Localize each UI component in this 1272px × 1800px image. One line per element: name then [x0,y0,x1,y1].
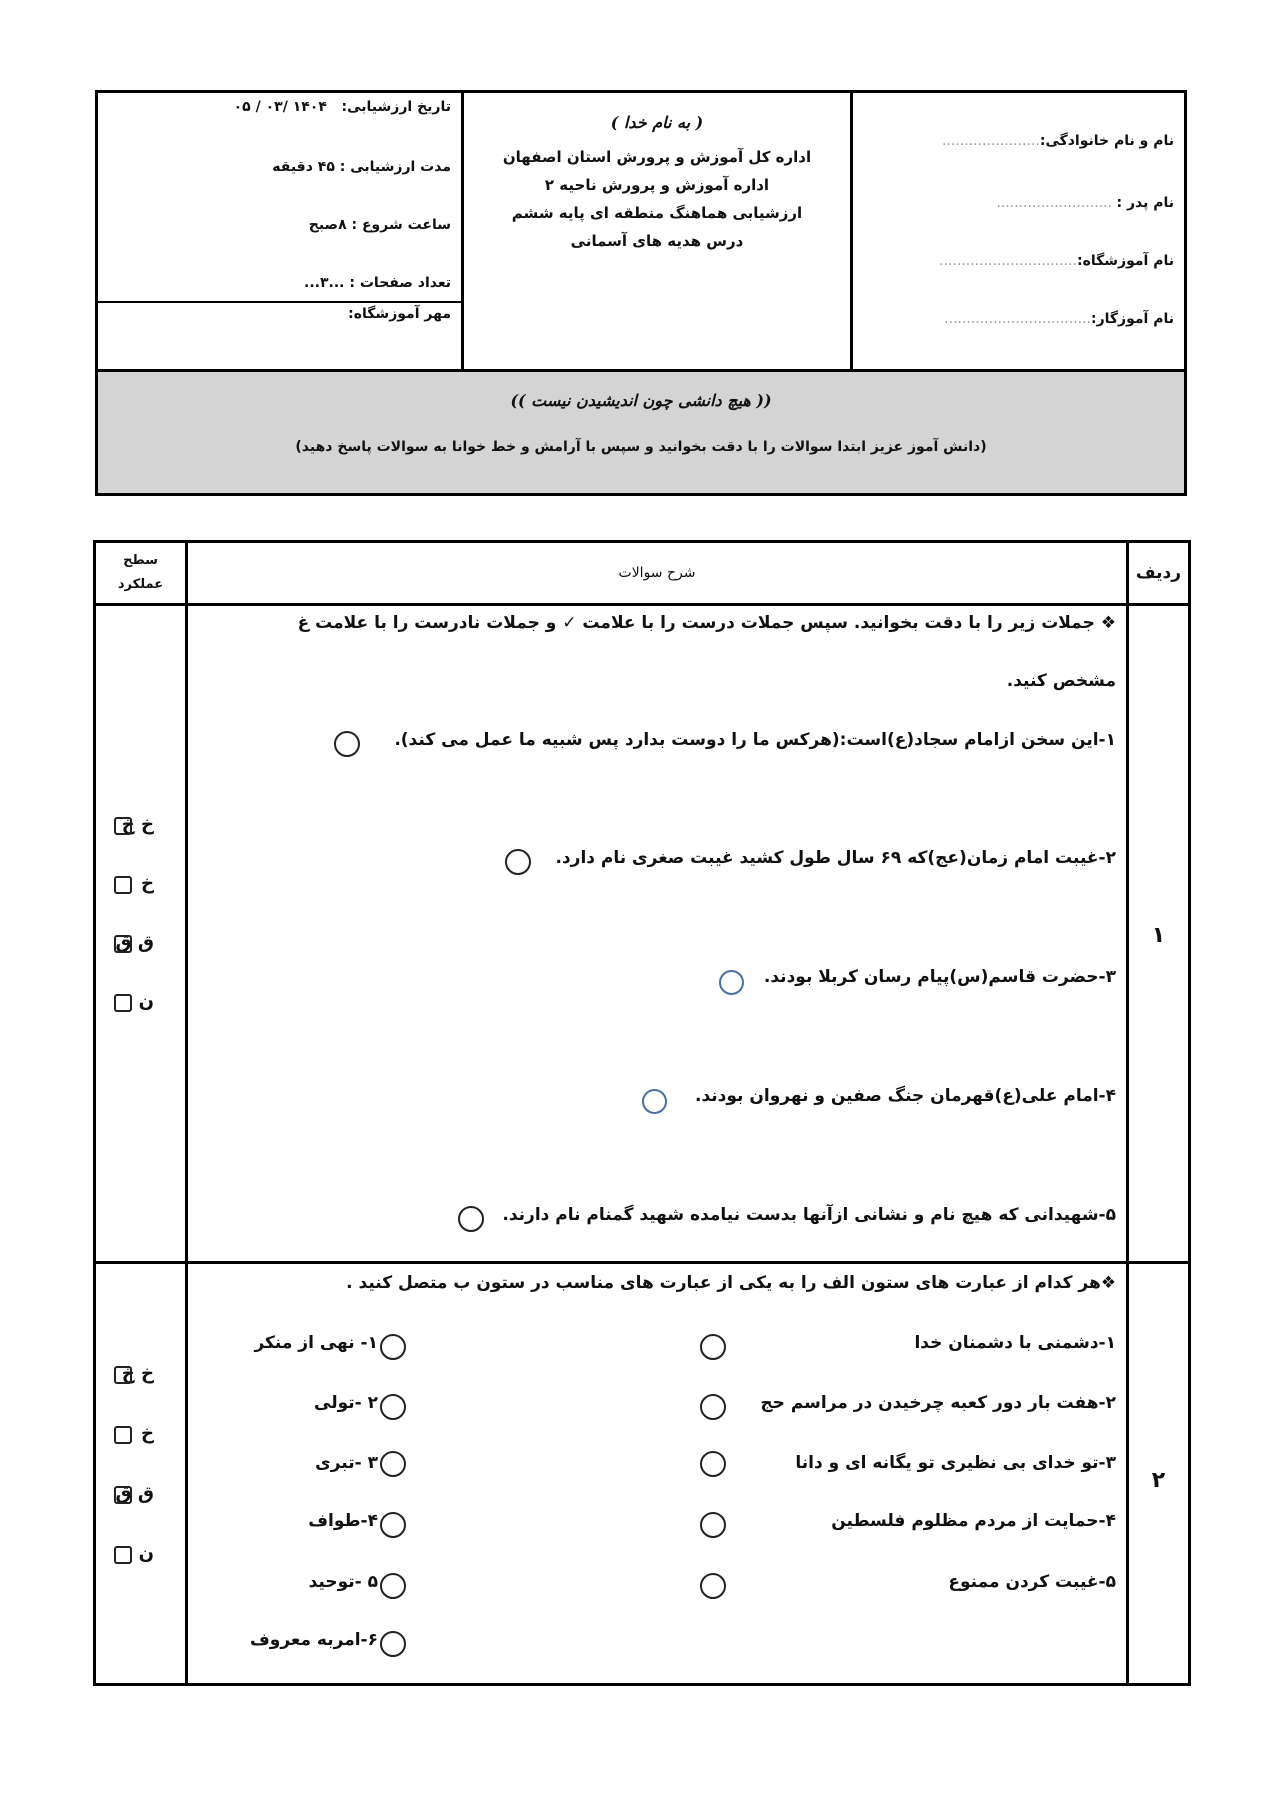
col-header-level-line2: عملکرد [117,577,164,592]
q2-col-a-circle-2[interactable] [700,1394,726,1420]
father-name-field[interactable]: نام پدر : .......................... [996,195,1174,211]
q2-col-b-item-2: ۲ -تولی [314,1393,378,1413]
header-divider-right [850,93,853,369]
org-line-2: اداره آموزش و پرورش ناحیه ۲ [544,176,770,194]
q1-answer-circle-1[interactable] [334,731,360,757]
school-field[interactable]: نام آموزشگاه:............................... [939,253,1174,269]
q2-col-a-circle-1[interactable] [700,1334,726,1360]
q1-level-kh-kh: خ خ [121,814,154,835]
exam-duration-label: مدت ارزشیابی : [339,159,451,175]
q2-level-checkbox-3[interactable] [114,1486,132,1504]
q2-col-b-circle-1[interactable] [380,1334,406,1360]
q2-col-b-item-6: ۶-امربه معروف [250,1630,378,1650]
q2-level-n: ن [138,1543,154,1564]
exam-duration-value: ۴۵ دقیقه [272,159,335,175]
q1-item-1: ۱-این سخن ازامام سجاد(ع)است:(هرکس ما را دوست بدارد پس شبیه ما عمل می کند). [394,730,1116,750]
q2-col-b-circle-2[interactable] [380,1394,406,1420]
exam-date [106,99,451,115]
q1-answer-circle-2[interactable] [505,849,531,875]
q2-col-a-circle-5[interactable] [700,1573,726,1599]
school-label: نام آموزشگاه: [1077,253,1174,269]
col-header-level [96,549,185,597]
q1-level-checkbox-4[interactable] [114,994,132,1012]
q2-level-checkbox-2[interactable] [114,1426,132,1444]
school-stamp-label: مهر آموزشگاه: [348,306,451,322]
q2-col-a-item-1: ۱-دشمنی با دشمنان خدا [914,1333,1116,1353]
q2-col-b-item-5: ۵ -توحید [308,1572,378,1592]
student-name-field[interactable]: نام و نام خانوادگی:...................... [941,133,1174,149]
q1-item-3: ۳-حضرت قاسم(س)پیام رسان کربلا بودند. [763,967,1116,987]
q2-col-b-circle-4[interactable] [380,1512,406,1538]
q2-col-b-circle-6[interactable] [380,1631,406,1657]
q2-col-a-item-4: ۴-حمایت از مردم مظلوم فلسطین [831,1511,1116,1531]
exam-start-value: ۸صبح [308,217,347,233]
q2-col-b-item-3: ۳ -تبری [315,1453,378,1473]
q1-item-4: ۴-امام علی(ع)قهرمان جنگ صفین و نهروان بودند. [695,1086,1116,1106]
q2-col-a-circle-3[interactable] [700,1451,726,1477]
student-name-label: نام و نام خانوادگی: [1039,133,1174,149]
col-divider-level [185,543,188,1683]
exam-pages [106,275,451,291]
org-line-3: ارزشیابی هماهنگ منطقه ای پایه ششم [511,204,803,222]
q1-item-5: ۵-شهیدانی که هیچ نام و نشانی ازآنها بدست نیامده شهید گمنام نام دارند. [502,1205,1116,1225]
exam-date-label: تاریخ ارزشیابی: [341,99,451,115]
q2-col-a-circle-4[interactable] [700,1512,726,1538]
q2-col-a-item-2: ۲-هفت بار دور کعبه چرخیدن در مراسم حج [760,1393,1116,1413]
org-line-4: درس هدیه های آسمانی [570,232,744,250]
col-header-level-line1: سطح [123,553,158,568]
instruction: (دانش آموز عزیز ابتدا سوالات را با دقت بخوانید و سپس با آرامش و خط خوانا به سوالات پاسخ دهید) [295,439,987,455]
q2-col-b-circle-3[interactable] [380,1451,406,1477]
col-header-description: شرح سوالات [618,565,696,581]
exam-start-label: ساعت شروع : [351,217,451,233]
exam-pages-label: تعداد صفحات : [349,275,451,291]
stamp-divider [98,301,461,303]
q1-item-2: ۲-غیبت امام زمان(عج)که ۶۹ سال طول کشید غیبت صغری نام دارد. [555,848,1116,868]
title-block [464,93,850,250]
teacher-field[interactable]: نام آموزگار:................................. [944,311,1174,327]
q2-col-b-item-4: ۴-طواف [308,1511,378,1531]
exam-header [95,90,1187,496]
exam-duration [106,159,451,175]
q1-intro-line2: مشخص کنید. [1006,671,1116,691]
q2-level-checkbox-1[interactable] [114,1366,132,1384]
q1-number: ۱ [1151,923,1166,948]
q1-level-q-q: ق ق [115,932,154,953]
bismillah: ( به نام خدا ) [610,113,704,132]
q2-level-kh-kh: خ خ [121,1363,154,1384]
q1-level-checkbox-1[interactable] [114,817,132,835]
exam-date-value: ۱۴۰۴ /۰۳ / ۰۵ [233,99,327,115]
question-divider [96,1261,1188,1264]
q1-level-n: ن [138,991,154,1012]
q2-level-q-q: ق ق [115,1483,154,1504]
q2-intro: ❖هر کدام از عبارت های ستون الف را به یکی از عبارت های مناسب در ستون ب متصل کنید . [346,1273,1116,1293]
q1-level-kh: خ [141,873,154,894]
q1-answer-circle-3[interactable] [719,970,744,995]
q1-answer-circle-5[interactable] [458,1206,484,1232]
exam-start-time [106,217,451,233]
q2-level-checkbox-4[interactable] [114,1546,132,1564]
q2-number: ۲ [1151,1468,1166,1493]
col-header-row: ردیف [1135,563,1182,583]
q2-col-b-circle-5[interactable] [380,1573,406,1599]
motto: (( هیچ دانشی چون اندیشیدن نیست )) [510,391,772,410]
org-line-1: اداره کل آموزش و پرورش استان اصفهان [502,148,812,166]
q2-col-a-item-5: ۵-غیبت کردن ممنوع [948,1572,1116,1592]
q1-answer-circle-4[interactable] [642,1089,667,1114]
exam-pages-value: ...۳... [304,275,345,291]
col-divider-row [1126,543,1129,1683]
q1-level-checkbox-3[interactable] [114,935,132,953]
q2-col-b-item-1: ۱- نهی از منکر [254,1333,378,1353]
q2-level-kh: خ [141,1423,154,1444]
table-header-divider [96,603,1188,606]
questions-table [93,540,1191,1686]
q1-level-checkbox-2[interactable] [114,876,132,894]
q1-intro-line1: ❖ جملات زیر را با دقت بخوانید. سپس جملات درست را با علامت ✓ و جملات نادرست را با علامت غ [297,613,1116,633]
q2-col-a-item-3: ۳-تو خدای بی نظیری تو یگانه ای و دانا [795,1453,1116,1473]
father-name-label: نام پدر : [1116,195,1174,211]
teacher-label: نام آموزگار: [1090,311,1174,327]
